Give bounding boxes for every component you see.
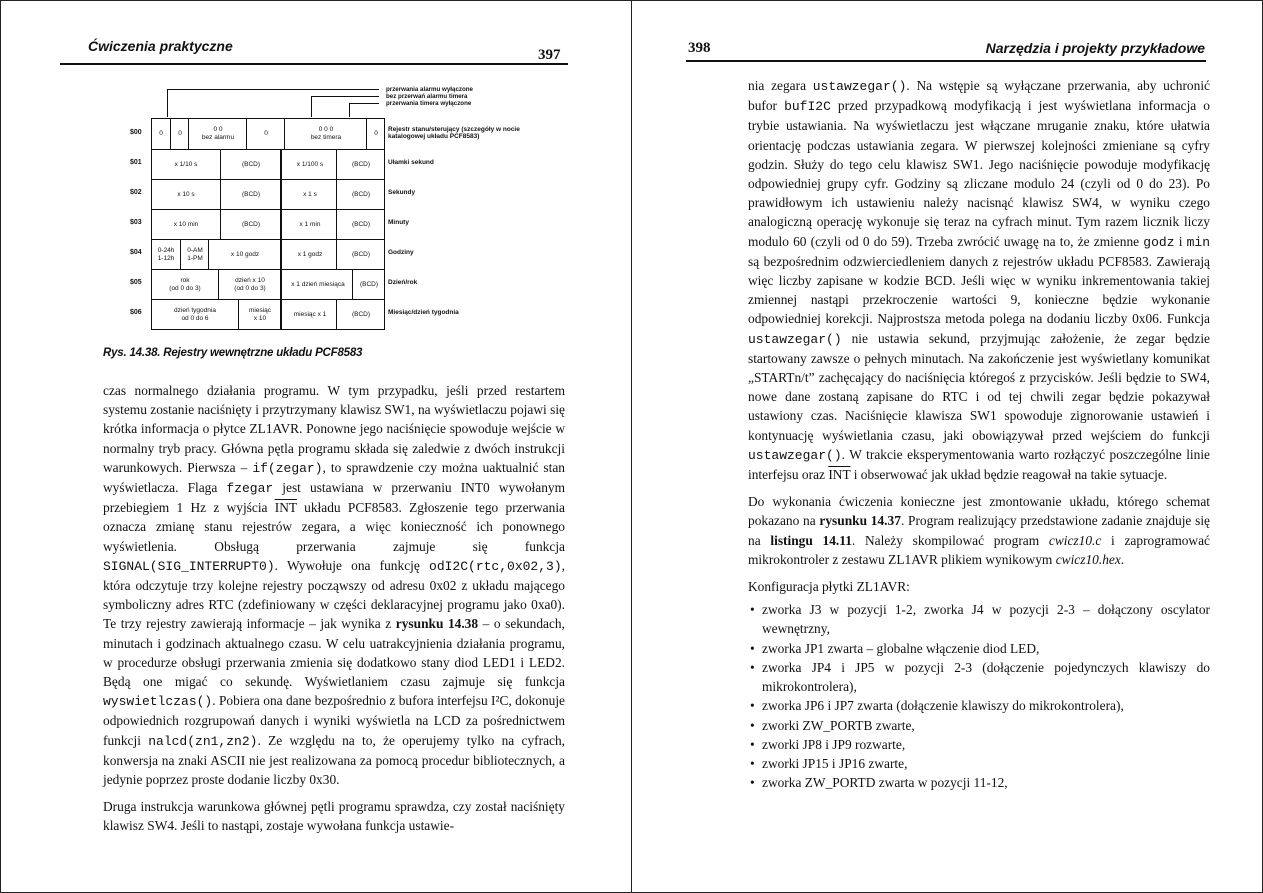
int-signal-label: $\overline{INT}$ [274, 500, 297, 516]
code-inline: nalcd(zn1,zn2) [148, 733, 258, 749]
file-name: cwicz10.hex [1055, 551, 1121, 567]
right-page-number-wrap [688, 40, 711, 57]
text-run: . Należy skompilować program [851, 532, 1049, 548]
config-list-item: • zworki JP8 i JP9 rozwarte, [748, 735, 1210, 754]
left-page [0, 0, 631, 893]
code-inline: ustawzegar() [812, 79, 907, 94]
register-cell: (BCD) [336, 240, 385, 270]
register-row [152, 269, 384, 300]
config-list-item: • zworka ZW_PORTD zwarta w pozycji 11-12, [748, 773, 1210, 792]
right-body-text [748, 76, 1210, 792]
text-run: . Wywołuje ona funkcję [274, 557, 430, 573]
code-inline: if(zegar) [252, 460, 323, 476]
annotation-line [349, 103, 379, 104]
code-inline: odI2C(rtc,0x02,3) [429, 558, 562, 574]
config-list-item: • zworki ZW_PORTB zwarte, [748, 716, 1210, 735]
register-cell: (BCD) [336, 180, 385, 210]
annotation-label: przerwania alarmu wyłączone [386, 86, 474, 93]
code-inline: wyswietlczas() [103, 694, 213, 710]
register-row [152, 299, 384, 330]
register-cell: 0 0 0 bez timera [284, 119, 367, 149]
register-address: $06 [130, 309, 142, 316]
figure-reference: rysunku 14.38 [395, 616, 479, 632]
code-inline: min [1186, 234, 1210, 250]
annotation-line [311, 96, 379, 97]
text-run: czas normalnego działania programu. W tym przypadku, jeśli przed restartem systemu zostanie naciśnięty i przytrzymany klawisz SW1, na wyświetlaczu pojawi się krótka informacja o płytce ZL1AVR. Ponowne jego naciśnięcie spowoduje wejście w normalny tryb pracy. Główna pętla programu składa się zaledwie z dwóch instrukcji warunkowych. Pierwsza – [103, 383, 565, 475]
annotation-line [167, 89, 168, 117]
text-run: . Program realizujący przedstawione zadanie znajduje się na [748, 513, 1210, 548]
text-run: , to sprawdzenie czy można uaktualnić stan wyświetlacza. Flaga [103, 459, 565, 496]
register-cell: 0 [246, 119, 285, 149]
text-run: i zaprogramować mikrokontroler z zestawu ZL1AVR plikiem wynikowym [748, 532, 1210, 567]
annotation-line [311, 96, 312, 117]
text-run: . Pobiera ona dane bezpośrednio z bufora interfejsu I²C, dokonuje odpowiednich rozgrupowań danych i wyniki wyświetla na LCD za pośrednictwem funkcji [103, 693, 565, 748]
text-run: i obserwować jak układ będzie reagował na takie sytuacje. [850, 467, 1168, 483]
register-description: Ułamki sekund [388, 159, 434, 166]
register-row [152, 149, 384, 180]
register-cell: miesiąc x 10 [238, 300, 281, 330]
register-table [151, 118, 385, 330]
config-list [748, 600, 1210, 792]
register-cell: x 1 min [280, 210, 338, 240]
register-description: Sekundy [388, 189, 416, 196]
register-cell: (BCD) [336, 300, 385, 330]
annotation-line [349, 103, 350, 117]
right-header-title: Narzędzia i projekty przykładowe [985, 40, 1205, 56]
config-list-item: • zworka JP6 i JP7 zwarta (dołączenie klawiszy do mikrokontrolera), [748, 696, 1210, 715]
code-inline: fzegar [226, 481, 274, 497]
register-description: Miesiąc/dzień tygodnia [388, 309, 459, 316]
right-paragraph-2 [748, 492, 1210, 569]
register-cell: x 1 godz [280, 240, 338, 270]
left-header-title: Ćwiczenia praktyczne [88, 38, 233, 54]
left-body-text [103, 381, 565, 836]
register-cell: dzień tygodnia od 0 do 6 [174, 307, 216, 322]
code-inline: ustawzegar() [748, 331, 842, 347]
register-cell: 0-AM 1-PM [180, 240, 209, 270]
figure-caption: Rys. 14.38. Rejestry wewnętrzne układu PCF8583 [103, 347, 363, 359]
register-cell: x 10 min [173, 221, 199, 228]
config-heading: Konfiguracja płytki ZL1AVR: [748, 579, 910, 595]
file-name: cwicz10.c [1048, 532, 1102, 548]
register-cell: x 1/100 s [280, 150, 338, 180]
register-row [152, 179, 384, 210]
register-description: Minuty [388, 219, 409, 226]
register-row [152, 209, 384, 240]
config-list-item: • zworka JP1 zwarta – globalne włączenie diod LED, [748, 639, 1210, 658]
register-address: $01 [130, 159, 142, 166]
register-address: $04 [130, 249, 142, 256]
text-run: układu PCF8583. Zgłoszenie tego przerwania oznacza zmianę stanu rejestrów zegara, a więc konieczność ich ponownego wyświetlenia. Obsługą przerwania zajmuje się funkcja [103, 500, 565, 554]
register-cell: x 10 godz [208, 240, 281, 270]
register-address: $03 [130, 219, 142, 226]
text-run: i [1174, 233, 1187, 249]
register-address: $05 [130, 279, 142, 286]
right-paragraph-1 [748, 76, 1210, 484]
listing-reference: listingu 14.11 [770, 532, 852, 548]
code-inline: ustawzegar() [748, 447, 842, 463]
register-cell: (BCD) [220, 150, 281, 180]
annotation-label: bez przerwań alarmu timera [386, 93, 468, 100]
register-cell: 0 0 bez alarmu [188, 119, 247, 149]
text-run: . W trakcie eksperymentowania warto rozłączyć poszczególne linie interfejsu oraz [748, 446, 1210, 483]
right-running-head [986, 40, 1205, 58]
register-cell: x 1 s [280, 180, 338, 210]
register-cell: (BCD) [220, 180, 281, 210]
text-run: – o sekundach, minutach i godzinach aktualnego czasu. W celu uatrakcyjnienia działania programu, w procedurze obsługi przerwania zmienia się dodatkowo stany diod LED1 i LED2. Będą one migać co sekundę. Wyświetlaniem czasu zajmuje się funkcja [103, 616, 565, 690]
text-run: . Na wstępie są wyłączane przerwania, aby uchronić bufor [748, 78, 1210, 114]
left-page-number: 397 [538, 47, 561, 63]
code-inline: godz [1143, 234, 1175, 250]
register-description: Dzień/rok [388, 279, 418, 286]
register-address: $00 [130, 129, 142, 136]
register-cell: x 10 s [177, 191, 195, 198]
code-inline: SIGNAL(SIG_INTERRUPT0) [103, 558, 275, 574]
register-cell: rok (od 0 do 3) [169, 277, 201, 292]
text-run: Do wykonania ćwiczenia konieczne jest zmontowanie układu, którego schemat pokazano na [748, 494, 1210, 529]
register-cell: x 1/10 s [174, 161, 198, 168]
register-row [152, 239, 384, 270]
register-address: $02 [130, 189, 142, 196]
config-list-item: • zworka JP4 i JP5 w pozycji 2-3 (dołączenie pojedynczych klawiszy do mikrokontrolera), [748, 658, 1210, 696]
annotation-label: przerwania timera wyłączone [386, 100, 472, 107]
left-paragraph-1 [103, 381, 565, 789]
right-header-rule [686, 60, 1206, 62]
text-run: przed przypadkową modyfikacją i jest wyświetlana informacja o trybie ustawiania. Na wyświetlaczu jest włączane mruganie znaku, które ułatwia orientację podczas ustawiania zegara. W pierwszej kolejności zmieniane są cyfry godzin. Służy do tego celu klawisz SW1. Jego naciśnięcie powoduje modyfikację odpowiedniej grupy cyfr. Godziny są zliczane modulo 24 (czyli od 0 do 23). Po prawidłowym ich ustawieniu należy nacisnąć klawisz SW4, w wyniku czego analogiczną operację wykonuje się teraz na cyfrach minut. Tym razem licznik liczy modulo 60 (czyli od 0 do 59). Trzeba zwrócić uwagę na to, że zmienne [748, 98, 1210, 249]
register-row [152, 119, 384, 149]
int-signal-label: $\overline{INT}$ [828, 467, 851, 483]
register-cell: dzień x 10 (od 0 do 3) [218, 270, 281, 300]
config-list-item: • zworka J3 w pozycji 1-2, zworka J4 w pozycji 2-3 – dołączony oscylator wewnętrzny, [748, 600, 1210, 638]
text-run: . Ze względu na to, że operujemy tylko na cyfrach, konwersja na znaki ASCII nie jest realizowana za pomocą procedur bibliotecznych, a jedynie poprzez proste dodanie liczby 0x30. [103, 732, 566, 788]
register-cell: 0 [159, 130, 163, 137]
register-cell: (BCD) [336, 150, 385, 180]
register-cell: miesiąc x 1 [280, 300, 338, 330]
register-cell: 0 [366, 119, 385, 149]
left-paragraph-2: Druga instrukcja warunkowa głównej pętli programu sprawdza, czy został naciśnięty klawisz SW4. Jeśli to nastąpi, zostaje wywołana funkcja ustawie- [103, 799, 565, 834]
register-cell: 0 [170, 119, 189, 149]
figure-reference: rysunku 14.37 [819, 513, 901, 529]
register-description: Rejestr stanu/sterujący (szczegóły w nocie katalogowej układu PCF8583) [388, 126, 520, 140]
right-page [632, 0, 1263, 893]
right-page-number: 398 [688, 40, 711, 56]
register-cell: (BCD) [352, 270, 385, 300]
text-run: nie ustawia sekund, przyjmując założenie, że zegar będzie startowany zawsze o pełnych minutach. Na zakończenie jest wyświetlany komunikat „STARTn/t” zachęcający do naciśnięcia któregoś z przycisków. Jeśli będzie to SW4, nowe dane zostaną zapisane do RTC i od tej chwili zegar będzie pokazywał ustawiony czas. Naciśnięcie klawisza SW1 spowoduje zignorowanie ustawień i kontynuację wyświetlania czasu, jaki obowiązywał przed wejściem do funkcji [748, 330, 1210, 443]
register-diagram [0, 0, 631, 345]
register-cell: (BCD) [336, 210, 385, 240]
register-cell: (BCD) [220, 210, 281, 240]
code-inline: bufI2C [784, 99, 831, 115]
annotation-line [167, 89, 379, 90]
text-run: nia zegara [748, 78, 813, 93]
config-list-item: • zworki JP15 i JP16 zwarte, [748, 754, 1210, 773]
register-description: Godziny [388, 249, 414, 256]
register-cell: x 1 dzień miesiąca [280, 270, 354, 300]
text-run: jest ustawiana w przerwaniu INT0 wywołanym przebiegiem 1 Hz z wyjścia [103, 480, 565, 516]
text-run: , która odczytuje trzy kolejne rejestry począwszy od adresu 0x02 z układu mającego symboliczny adres RTC (zdefiniowany w części deklaracyjnej programu jako 0xa0). Te trzy rejestry zawierają informacje – jak wynika z [103, 557, 565, 632]
text-run: . [1120, 551, 1125, 567]
register-cell: 0-24h 1-12h [157, 247, 175, 262]
text-run: są bezpośrednim odzwierciedleniem danych z rejestrów układu PCF8583. Zawierają więc liczby zapisane w kodzie BCD. Jeśli więc w wyniku inkrementowania takiej zmiennej nastąpi przekroczenie wartości 9, konieczne będzie wykonanie odpowiedniej korekcji. Najprostsza metoda polega na dodaniu liczby 0x06. Funkcja [748, 253, 1210, 327]
